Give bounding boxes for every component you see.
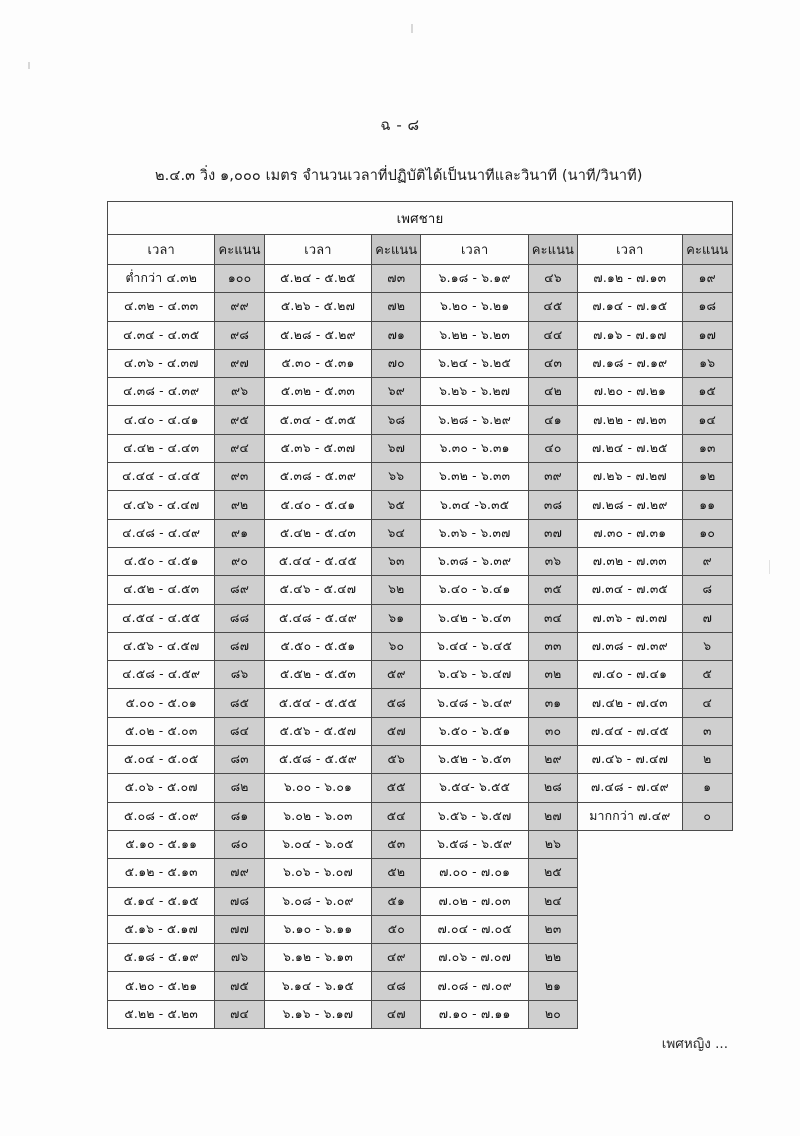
cell-score: ๒๗ [528,802,577,830]
empty-cell [578,944,682,972]
cell-score: ๙๖ [215,378,264,406]
cell-time: ๗.๑๖ - ๗.๑๗ [578,321,682,349]
cell-score: ๔๙ [372,944,421,972]
scan-speck [411,24,413,33]
cell-time: ๖.๕๔- ๖.๕๕ [421,774,528,802]
cell-score: ๔๓ [528,349,577,377]
cell-time: ๕.๑๔ - ๕.๑๕ [108,887,215,915]
header-time-2: เวลา [264,235,371,265]
cell-score: ๙๗ [215,349,264,377]
cell-time: ๔.๓๔ - ๔.๓๕ [108,321,215,349]
cell-score: ๔ [682,689,732,717]
empty-cell [682,830,732,858]
scan-speck [28,62,30,69]
cell-score: ๖๖ [372,463,421,491]
cell-time: ๕.๕๖ - ๕.๕๗ [264,717,371,745]
cell-time: ๖.๔๐ - ๖.๔๑ [421,576,528,604]
cell-score: ๗๑ [372,321,421,349]
table-row [108,661,733,689]
cell-time: ๖.๓๒ - ๖.๓๓ [421,463,528,491]
table-row [108,321,733,349]
cell-score: ๐ [682,802,732,830]
cell-time: ๗.๐๖ - ๗.๐๗ [421,944,528,972]
header-score-3: คะแนน [528,235,577,265]
cell-time: ๗.๓๒ - ๗.๓๓ [578,547,682,575]
cell-score: ๕ [682,661,732,689]
cell-score: ๓๓ [528,632,577,660]
cell-time: ๖.๔๔ - ๖.๔๕ [421,632,528,660]
empty-cell [682,859,732,887]
cell-time: ๕.๑๒ - ๕.๑๓ [108,859,215,887]
cell-score: ๙๑ [215,519,264,547]
cell-time: ๖.๒๒ - ๖.๒๓ [421,321,528,349]
cell-score: ๕๔ [372,802,421,830]
header-score-4: คะแนน [682,235,732,265]
cell-time: ๖.๓๖ - ๖.๓๗ [421,519,528,547]
empty-cell [682,887,732,915]
cell-time: ๖.๕๘ - ๖.๕๙ [421,830,528,858]
cell-score: ๓๘ [528,491,577,519]
cell-score: ๒๐ [528,1000,577,1028]
cell-time: ๔.๔๒ - ๔.๔๓ [108,434,215,462]
gender-header-row [108,202,733,235]
cell-time: ๗.๓๐ - ๗.๓๑ [578,519,682,547]
cell-score: ๙๘ [215,321,264,349]
cell-time: ๖.๔๖ - ๖.๔๗ [421,661,528,689]
table-body [108,265,733,1029]
cell-score: ๒๕ [528,859,577,887]
cell-score: ๗๒ [372,293,421,321]
empty-cell [578,887,682,915]
cell-score: ๓ [682,717,732,745]
cell-score: ๙๙ [215,293,264,321]
cell-time: ๗.๐๒ - ๗.๐๓ [421,887,528,915]
cell-time: ๕.๔๐ - ๕.๔๑ [264,491,371,519]
cell-score: ๕๓ [372,830,421,858]
table-row [108,293,733,321]
cell-score: ๕๑ [372,887,421,915]
cell-time: ๗.๔๖ - ๗.๔๗ [578,746,682,774]
table-row [108,378,733,406]
table-row [108,689,733,717]
page-number: ฉ - ๘ [380,116,420,134]
cell-time: ๕.๒๐ - ๕.๒๑ [108,972,215,1000]
cell-score: ๙๒ [215,491,264,519]
cell-time: ๗.๓๘ - ๗.๓๙ [578,632,682,660]
cell-time: ๖.๓๘ - ๖.๓๙ [421,547,528,575]
table-row [108,944,733,972]
cell-score: ๔๑ [528,406,577,434]
cell-time: ๖.๐๔ - ๖.๐๕ [264,830,371,858]
cell-time: ๗.๒๘ - ๗.๒๙ [578,491,682,519]
table-row [108,576,733,604]
cell-score: ๓๑ [528,689,577,717]
cell-score: ๔๒ [528,378,577,406]
cell-score: ๒๔ [528,887,577,915]
header-time-3: เวลา [421,235,528,265]
table-row [108,519,733,547]
cell-time: ๗.๒๒ - ๗.๒๓ [578,406,682,434]
header-score-2: คะแนน [372,235,421,265]
table-row [108,746,733,774]
cell-time: ๕.๐๒ - ๕.๐๓ [108,717,215,745]
cell-time: ๖.๐๘ - ๖.๐๙ [264,887,371,915]
cell-score: ๓๙ [528,463,577,491]
cell-score: ๘๙ [215,576,264,604]
cell-score: ๖๘ [372,406,421,434]
empty-cell [682,915,732,943]
cell-time: ๕.๔๒ - ๕.๔๓ [264,519,371,547]
empty-cell [578,915,682,943]
cell-time: ๕.๒๘ - ๕.๒๙ [264,321,371,349]
empty-cell [578,830,682,858]
cell-time: ๗.๔๔ - ๗.๔๕ [578,717,682,745]
cell-time: ๕.๕๒ - ๕.๕๓ [264,661,371,689]
gender-header-cell: เพศชาย [108,202,733,235]
cell-time: ๕.๓๔ - ๕.๓๕ [264,406,371,434]
page-title: ๒.๔.๓ วิ่ง ๑,๐๐๐ เมตร จำนวนเวลาที่ปฏิบัติได้เป็นนาทีและวินาที (นาที/วินาที) [155,168,643,184]
cell-score: ๓๒ [528,661,577,689]
cell-time: ๕.๐๘ - ๕.๐๙ [108,802,215,830]
cell-score: ๘๘ [215,604,264,632]
cell-score: ๗๖ [215,944,264,972]
cell-score: ๗๗ [215,915,264,943]
cell-time: ๕.๒๔ - ๕.๒๕ [264,265,371,293]
cell-score: ๖๕ [372,491,421,519]
cell-time: ๗.๔๒ - ๗.๔๓ [578,689,682,717]
cell-time: ๗.๔๐ - ๗.๔๑ [578,661,682,689]
cell-time: ๖.๕๖ - ๖.๕๗ [421,802,528,830]
table-row [108,915,733,943]
cell-score: ๒๒ [528,944,577,972]
cell-score: ๑๒ [682,463,732,491]
cell-time: ๔.๕๘ - ๔.๕๙ [108,661,215,689]
cell-time: ๕.๑๐ - ๕.๑๑ [108,830,215,858]
cell-score: ๔๔ [528,321,577,349]
empty-cell [682,944,732,972]
cell-score: ๗ [682,604,732,632]
cell-score: ๔๖ [528,265,577,293]
cell-time: ๕.๐๖ - ๕.๐๗ [108,774,215,802]
cell-score: ๖๗ [372,434,421,462]
table-row [108,349,733,377]
table-row [108,972,733,1000]
score-table-container [0,201,800,1029]
cell-score: ๕๖ [372,746,421,774]
cell-score: ๓๐ [528,717,577,745]
cell-time: ๖.๔๒ - ๖.๔๓ [421,604,528,632]
cell-time: ๖.๑๒ - ๖.๑๓ [264,944,371,972]
cell-score: ๕๐ [372,915,421,943]
cell-time: ๕.๓๒ - ๕.๓๓ [264,378,371,406]
empty-cell [682,1000,732,1028]
cell-time: ๔.๓๘ - ๔.๓๙ [108,378,215,406]
table-row [108,547,733,575]
cell-time: ๕.๕๐ - ๕.๕๑ [264,632,371,660]
cell-time: ๖.๑๔ - ๖.๑๕ [264,972,371,1000]
cell-time: ๗.๔๘ - ๗.๔๙ [578,774,682,802]
cell-time: ๖.๓๔ -๖.๓๕ [421,491,528,519]
cell-time: ๖.๒๘ - ๖.๒๙ [421,406,528,434]
table-row [108,491,733,519]
table-row [108,859,733,887]
cell-score: ๘๖ [215,661,264,689]
cell-time: ๔.๕๔ - ๔.๕๕ [108,604,215,632]
cell-time: ๖.๒๐ - ๖.๒๑ [421,293,528,321]
footer-note: เพศหญิง ... [661,1036,728,1052]
table-row [108,632,733,660]
header-time-4: เวลา [578,235,682,265]
cell-time: ๗.๑๔ - ๗.๑๕ [578,293,682,321]
cell-time: ๖.๒๔ - ๖.๒๕ [421,349,528,377]
cell-time: ๕.๐๔ - ๕.๐๕ [108,746,215,774]
cell-score: ๕๗ [372,717,421,745]
cell-time: ๔.๔๐ - ๔.๔๑ [108,406,215,434]
cell-time: ๔.๕๖ - ๔.๕๗ [108,632,215,660]
cell-time: ๗.๓๔ - ๗.๓๕ [578,576,682,604]
cell-time: ๔.๔๘ - ๔.๔๙ [108,519,215,547]
column-header-row [108,235,733,265]
cell-time: ๔.๓๖ - ๔.๓๗ [108,349,215,377]
cell-time: ๔.๔๖ - ๔.๔๗ [108,491,215,519]
cell-score: ๒ [682,746,732,774]
cell-time: ต่ำกว่า ๔.๓๒ [108,265,215,293]
cell-time: ๕.๒๖ - ๕.๒๗ [264,293,371,321]
cell-score: ๒๙ [528,746,577,774]
cell-score: ๙๕ [215,406,264,434]
cell-score: ๑๖ [682,349,732,377]
cell-score: ๘๔ [215,717,264,745]
header-score-1: คะแนน [215,235,264,265]
cell-score: ๑๘ [682,293,732,321]
cell-score: ๘๓ [215,746,264,774]
cell-time: ๔.๕๐ - ๔.๕๑ [108,547,215,575]
cell-score: ๗๔ [215,1000,264,1028]
cell-score: ๗๕ [215,972,264,1000]
cell-time: ๕.๕๘ - ๕.๕๙ [264,746,371,774]
cell-time: ๕.๔๔ - ๕.๔๕ [264,547,371,575]
cell-time: ๔.๓๒ - ๔.๓๓ [108,293,215,321]
cell-score: ๔๘ [372,972,421,1000]
cell-score: ๙ [682,547,732,575]
cell-score: ๒๓ [528,915,577,943]
cell-time: ๕.๒๒ - ๕.๒๓ [108,1000,215,1028]
cell-time: ๖.๑๐ - ๖.๑๑ [264,915,371,943]
cell-time: ๔.๕๒ - ๔.๕๓ [108,576,215,604]
cell-time: ๗.๒๖ - ๗.๒๗ [578,463,682,491]
cell-time: ๖.๑๖ - ๖.๑๗ [264,1000,371,1028]
cell-time: ๗.๓๖ - ๗.๓๗ [578,604,682,632]
cell-score: ๓๗ [528,519,577,547]
cell-score: ๒๑ [528,972,577,1000]
cell-time: ๗.๐๐ - ๗.๐๑ [421,859,528,887]
table-row [108,887,733,915]
cell-score: ๒๘ [528,774,577,802]
cell-time: ๖.๐๖ - ๖.๐๗ [264,859,371,887]
table-row [108,717,733,745]
cell-time: ๕.๑๘ - ๕.๑๙ [108,944,215,972]
cell-score: ๖๑ [372,604,421,632]
cell-score: ๓๔ [528,604,577,632]
cell-time: ๕.๑๖ - ๕.๑๗ [108,915,215,943]
table-head [108,202,733,265]
cell-score: ๑ [682,774,732,802]
table-row [108,802,733,830]
cell-score: ๓๕ [528,576,577,604]
cell-score: ๖ [682,632,732,660]
cell-score: ๑๑ [682,491,732,519]
cell-time: ๕.๓๘ - ๕.๓๙ [264,463,371,491]
cell-score: ๓๖ [528,547,577,575]
cell-score: ๙๐ [215,547,264,575]
cell-score: ๕๒ [372,859,421,887]
cell-score: ๕๕ [372,774,421,802]
cell-score: ๑๙ [682,265,732,293]
cell-score: ๗๐ [372,349,421,377]
cell-time: ๖.๒๖ - ๖.๒๗ [421,378,528,406]
cell-score: ๖๔ [372,519,421,547]
cell-time: ๗.๐๘ - ๗.๐๙ [421,972,528,1000]
score-table [107,201,733,1029]
cell-time: ๔.๔๔ - ๔.๔๕ [108,463,215,491]
cell-score: ๑๔ [682,406,732,434]
cell-time: ๕.๕๔ - ๕.๕๕ [264,689,371,717]
table-row [108,830,733,858]
table-row [108,463,733,491]
cell-score: ๑๐ [682,519,732,547]
cell-score: ๑๗ [682,321,732,349]
cell-score: ๙๔ [215,434,264,462]
cell-score: ๘๐ [215,830,264,858]
cell-time: ๕.๔๘ - ๕.๔๙ [264,604,371,632]
cell-time: ๖.๐๒ - ๖.๐๓ [264,802,371,830]
table-row [108,434,733,462]
header-time-1: เวลา [108,235,215,265]
cell-time: ๗.๒๔ - ๗.๒๕ [578,434,682,462]
cell-time: ๖.๑๘ - ๖.๑๙ [421,265,528,293]
cell-time: ๗.๐๔ - ๗.๐๕ [421,915,528,943]
cell-score: ๘๒ [215,774,264,802]
cell-time: ๕.๓๐ - ๕.๓๑ [264,349,371,377]
cell-score: ๘๕ [215,689,264,717]
cell-score: ๕๙ [372,661,421,689]
empty-cell [578,859,682,887]
cell-time: ๖.๐๐ - ๖.๐๑ [264,774,371,802]
cell-time: ๖.๕๐ - ๖.๕๑ [421,717,528,745]
cell-score: ๖๐ [372,632,421,660]
cell-time: ๖.๔๘ - ๖.๔๙ [421,689,528,717]
cell-score: ๘๑ [215,802,264,830]
cell-time: ๕.๔๖ - ๕.๔๗ [264,576,371,604]
table-row [108,604,733,632]
cell-score: ๗๙ [215,859,264,887]
cell-score: ๑๕ [682,378,732,406]
cell-score: ๔๕ [528,293,577,321]
cell-score: ๖๓ [372,547,421,575]
empty-cell [578,972,682,1000]
empty-cell [682,972,732,1000]
table-row [108,265,733,293]
cell-score: ๙๓ [215,463,264,491]
cell-time: ๗.๑๘ - ๗.๑๙ [578,349,682,377]
cell-score: ๗๓ [372,265,421,293]
cell-score: ๑๐๐ [215,265,264,293]
table-row [108,1000,733,1028]
cell-score: ๔๐ [528,434,577,462]
cell-time: มากกว่า ๗.๔๙ [578,802,682,830]
cell-time: ๗.๑๐ - ๗.๑๑ [421,1000,528,1028]
empty-cell [578,1000,682,1028]
cell-score: ๑๓ [682,434,732,462]
cell-score: ๘๗ [215,632,264,660]
cell-score: ๒๖ [528,830,577,858]
table-row [108,406,733,434]
cell-time: ๖.๓๐ - ๖.๓๑ [421,434,528,462]
cell-time: ๗.๒๐ - ๗.๒๑ [578,378,682,406]
cell-score: ๖๙ [372,378,421,406]
cell-score: ๕๘ [372,689,421,717]
cell-score: ๖๒ [372,576,421,604]
cell-time: ๗.๑๒ - ๗.๑๓ [578,265,682,293]
cell-score: ๘ [682,576,732,604]
cell-time: ๕.๐๐ - ๕.๐๑ [108,689,215,717]
cell-score: ๔๗ [372,1000,421,1028]
table-row [108,774,733,802]
cell-time: ๕.๓๖ - ๕.๓๗ [264,434,371,462]
cell-time: ๖.๕๒ - ๖.๕๓ [421,746,528,774]
cell-score: ๗๘ [215,887,264,915]
